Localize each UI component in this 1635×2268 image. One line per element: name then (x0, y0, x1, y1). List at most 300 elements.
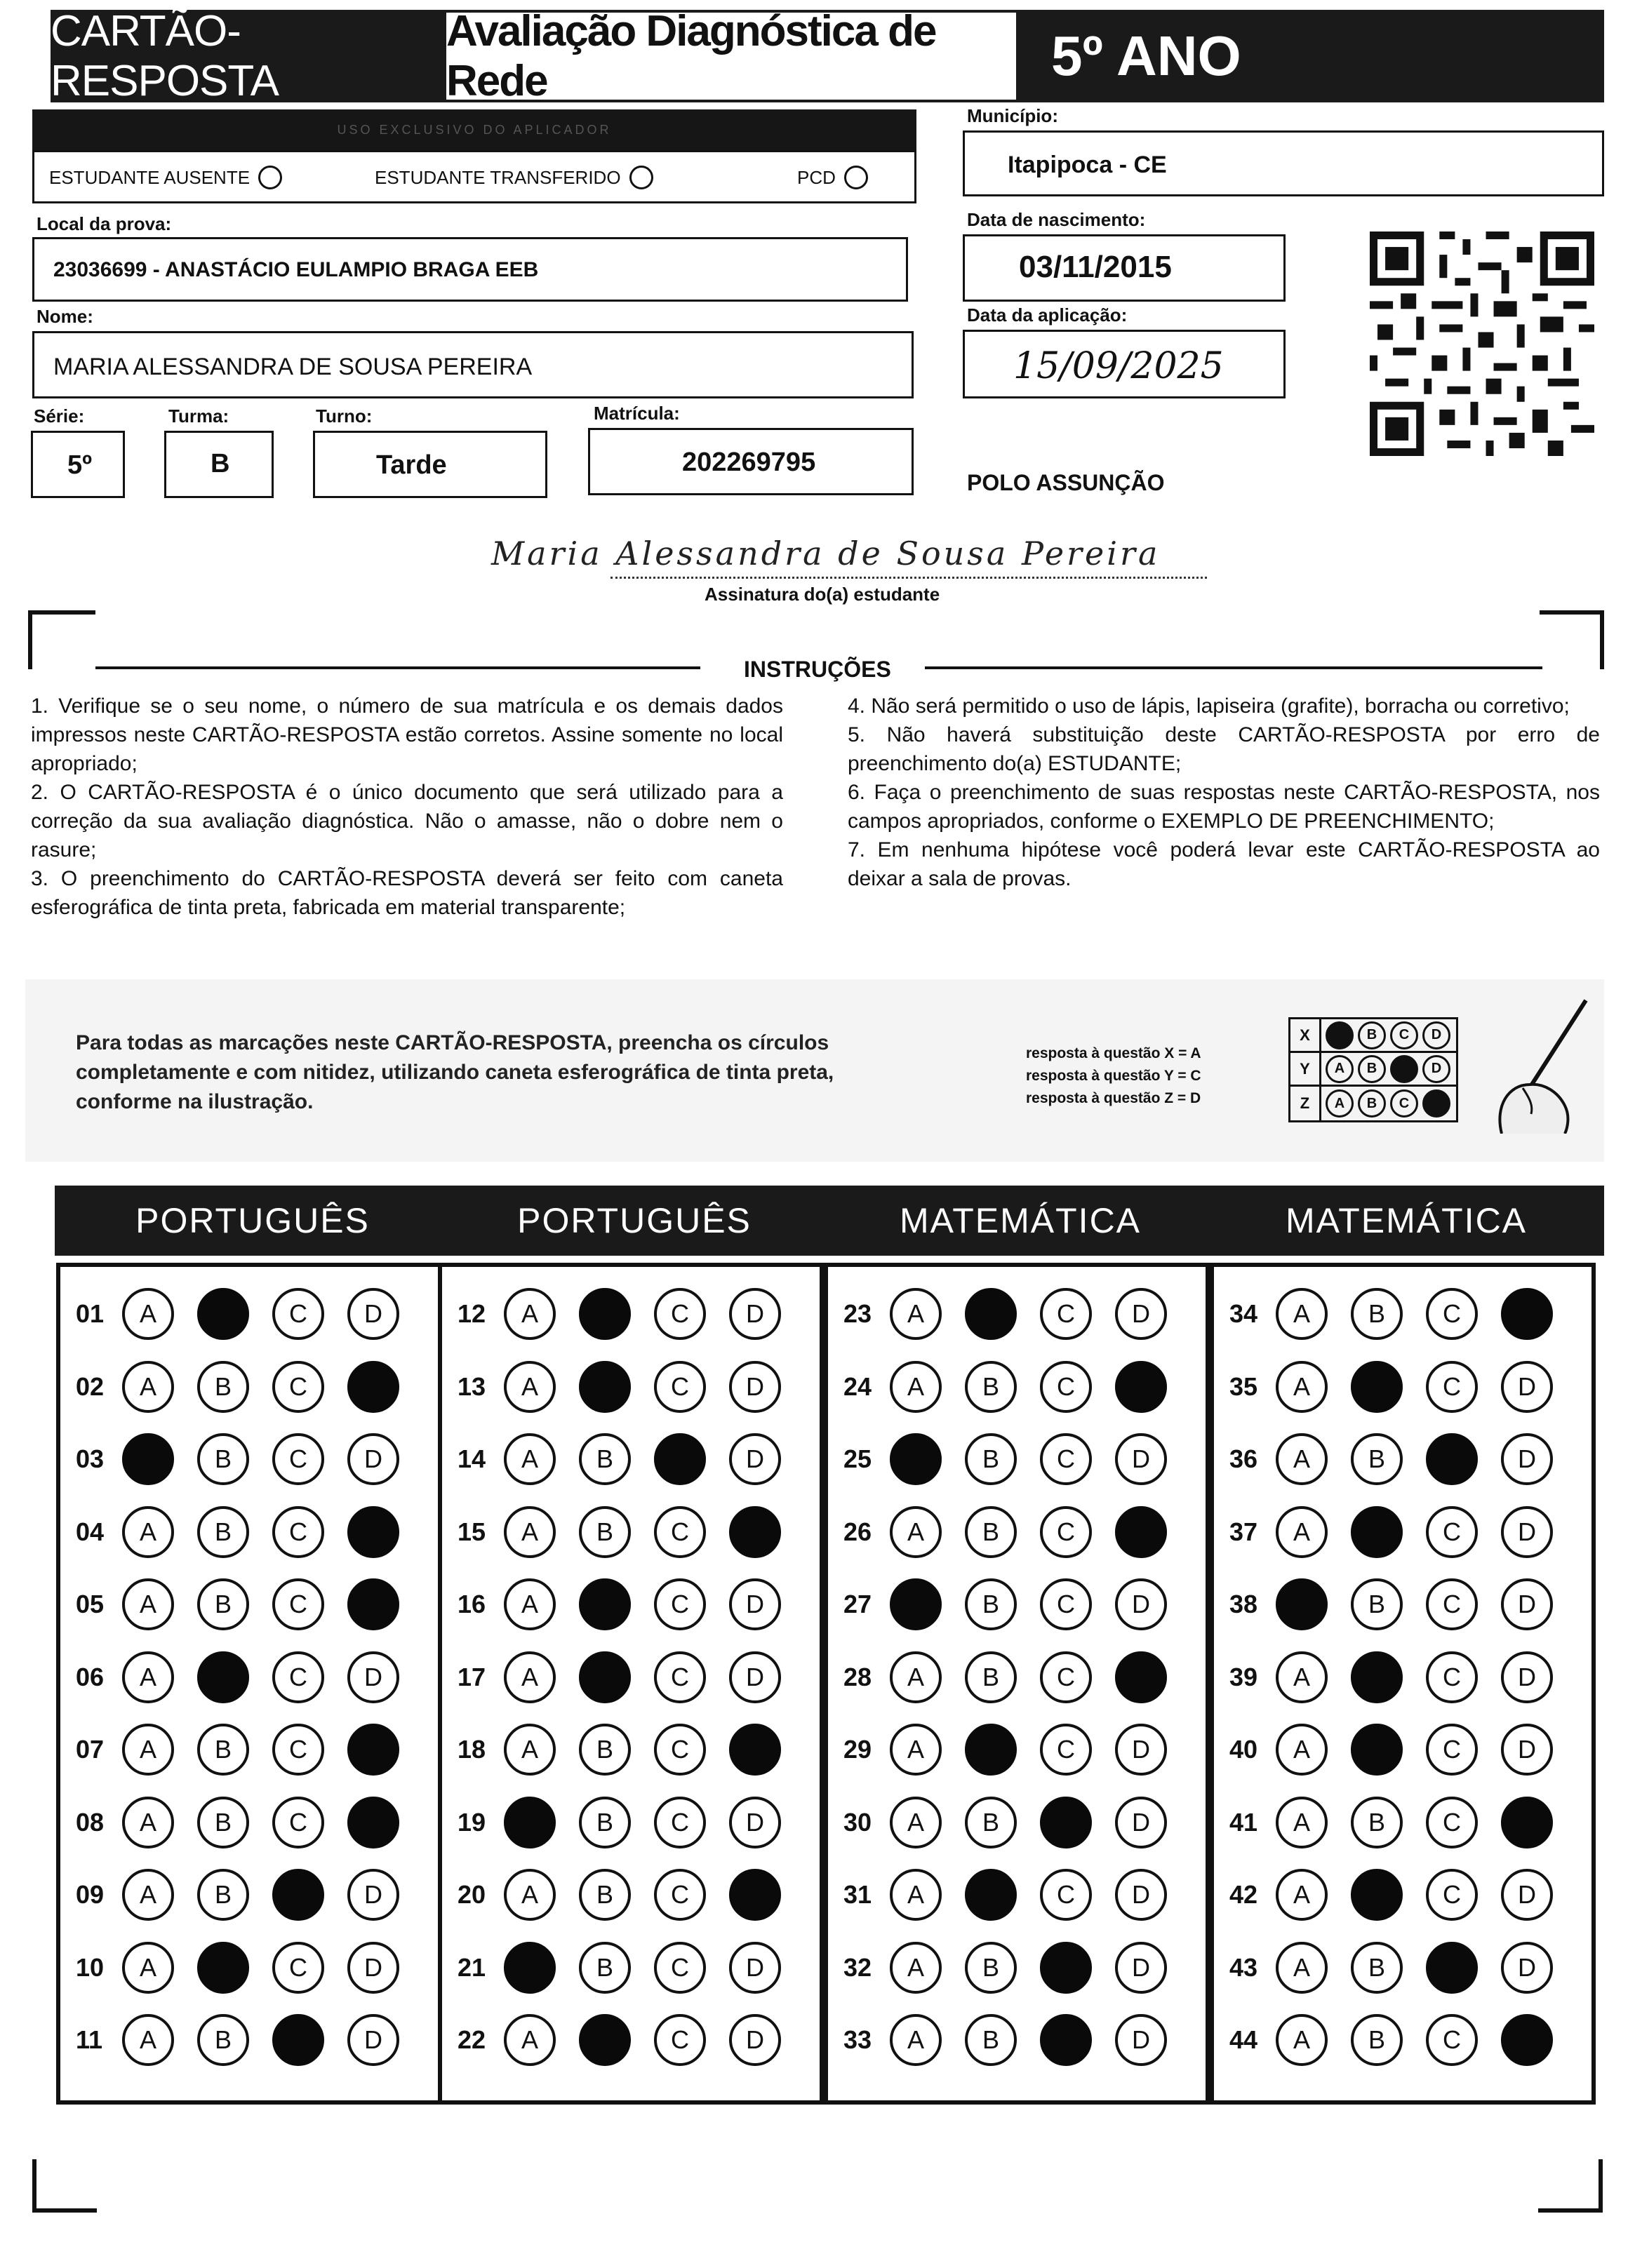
answer-bubble-c[interactable] (1426, 1942, 1478, 1994)
signature-line (610, 577, 1207, 579)
serie-value: 5º (67, 450, 93, 480)
corner-bl-v (32, 2159, 36, 2213)
answer-bubble-d[interactable]: D (347, 1942, 399, 1994)
answer-bubble-a[interactable] (890, 1433, 942, 1485)
answer-bubble-d[interactable] (347, 1506, 399, 1558)
answer-bubble-a[interactable]: A (1276, 1651, 1328, 1703)
answer-bubble-a[interactable]: A (890, 1506, 942, 1558)
answer-bubble-b[interactable]: B (197, 1506, 249, 1558)
answer-bubble-c[interactable]: C (272, 1288, 324, 1340)
question-number: 40 (1229, 1735, 1258, 1764)
answer-bubble-b[interactable] (1351, 1361, 1403, 1413)
nome-label: Nome: (36, 306, 93, 327)
answer-bubble-d[interactable]: D (729, 1288, 781, 1340)
example-bubble: B (1358, 1055, 1386, 1083)
answer-bubble-b[interactable]: B (197, 1724, 249, 1776)
question-number: 01 (76, 1299, 105, 1328)
example-bubble: D (1422, 1055, 1450, 1083)
question-number: 37 (1229, 1517, 1258, 1546)
instruction-6: 6. Faça o preenchimento de suas respostas neste CARTÃO-RESPOSTA, nos campos apropriados, conforme o EXEMPLO DE PREENCHIMENTO; (848, 781, 1600, 833)
answer-bubble-a[interactable]: A (504, 1288, 556, 1340)
answer-bubble-d[interactable]: D (1115, 1942, 1167, 1994)
answer-bubble-d[interactable] (1501, 2014, 1553, 2066)
answer-bubble-d[interactable]: D (347, 2014, 399, 2066)
question-number: 32 (843, 1952, 872, 1982)
answer-bubble-c[interactable]: C (1426, 1361, 1478, 1413)
answer-bubble-a[interactable]: A (122, 1361, 174, 1413)
answer-bubble-d[interactable]: D (1115, 2014, 1167, 2066)
question-number: 07 (76, 1735, 105, 1764)
question-row (1229, 1942, 1576, 1994)
answer-bubble-b[interactable]: B (579, 1724, 631, 1776)
question-number: 21 (458, 1952, 486, 1982)
example-bubble: B (1358, 1021, 1386, 1049)
answer-bubble-c[interactable]: C (1426, 1578, 1478, 1630)
section-header: PORTUGUÊS (436, 1186, 832, 1256)
answer-bubble-a[interactable]: A (890, 1869, 942, 1921)
question-number: 19 (458, 1807, 486, 1837)
answer-bubble-b[interactable]: B (965, 1942, 1017, 1994)
local-value: 23036699 - ANASTÁCIO EULAMPIO BRAGA EEB (53, 258, 539, 281)
instruction-3: 3. O preenchimento do CARTÃO-RESPOSTA deverá ser feito com caneta esferográfica de tinta preta, fabricada em material transparente; (31, 867, 783, 919)
question-row (458, 1288, 804, 1340)
answer-bubble-c[interactable]: C (654, 1942, 706, 1994)
answer-bubble-b[interactable]: B (965, 1506, 1017, 1558)
answer-bubble-b[interactable]: B (1351, 1578, 1403, 1630)
answer-bubble-b[interactable]: B (197, 1797, 249, 1848)
question-number: 09 (76, 1880, 105, 1909)
answer-bubble-d[interactable]: D (1115, 1869, 1167, 1921)
aplicacao-value: 15/09/2025 (1013, 345, 1224, 387)
question-row (1229, 1361, 1576, 1413)
answer-bubble-c[interactable] (1040, 1942, 1092, 1994)
answer-bubble-a[interactable]: A (122, 1724, 174, 1776)
example-legend-z: resposta à questão Z = D (1026, 1090, 1201, 1106)
grade-title: 5º ANO (1019, 10, 1604, 102)
answer-bubble-a[interactable]: A (122, 1942, 174, 1994)
answer-bubble-d[interactable] (347, 1797, 399, 1848)
answer-bubble-b[interactable] (197, 1288, 249, 1340)
answer-bubble-b[interactable]: B (579, 1506, 631, 1558)
answer-bubble-d[interactable] (1115, 1361, 1167, 1413)
question-row (843, 1651, 1190, 1703)
answer-bubble-a[interactable]: A (504, 2014, 556, 2066)
question-number: 22 (458, 2025, 486, 2054)
answer-bubble-d[interactable] (1501, 1797, 1553, 1848)
answer-bubble-a[interactable]: A (122, 1797, 174, 1848)
answer-bubble-a[interactable]: A (504, 1506, 556, 1558)
answer-bubble-c[interactable]: C (654, 1578, 706, 1630)
question-number: 15 (458, 1517, 486, 1546)
answer-bubble-b[interactable]: B (1351, 2014, 1403, 2066)
answer-bubble-a[interactable]: A (890, 1651, 942, 1703)
example-bubble: C (1390, 1021, 1418, 1049)
example-bubble: B (1358, 1089, 1386, 1118)
answer-bubble-c[interactable]: C (272, 1433, 324, 1485)
answer-bubble-a[interactable]: A (504, 1724, 556, 1776)
answer-bubble-b[interactable] (579, 2014, 631, 2066)
answer-bubble-a[interactable]: A (122, 1651, 174, 1703)
answer-bubble-c[interactable]: C (272, 1361, 324, 1413)
turno-label: Turno: (316, 405, 373, 427)
answer-bubble-b[interactable]: B (197, 1433, 249, 1485)
question-row (843, 1506, 1190, 1558)
example-legend-y: resposta à questão Y = C (1026, 1068, 1201, 1084)
question-row (458, 1869, 804, 1921)
question-row (458, 1942, 804, 1994)
question-row (76, 2014, 422, 2066)
absent-label: ESTUDANTE AUSENTE (49, 166, 251, 188)
example-row (1290, 1053, 1456, 1087)
answer-bubble-d[interactable]: D (347, 1288, 399, 1340)
answer-bubble-c[interactable]: C (654, 1651, 706, 1703)
corner-br-h (1538, 2208, 1603, 2213)
example-bubble: D (1422, 1021, 1450, 1049)
answer-bubble-d[interactable]: D (1501, 1506, 1553, 1558)
question-row (458, 1506, 804, 1558)
question-number: 38 (1229, 1590, 1258, 1618)
answer-bubble-a[interactable]: A (504, 1433, 556, 1485)
question-number: 08 (76, 1807, 105, 1837)
question-number: 05 (76, 1590, 105, 1618)
answer-bubble-b[interactable]: B (965, 1578, 1017, 1630)
answer-bubble-d[interactable]: D (1501, 1651, 1553, 1703)
section-header: MATEMÁTICA (1208, 1186, 1604, 1256)
answer-bubble-c[interactable] (272, 2014, 324, 2066)
answer-bubble-d[interactable]: D (729, 1433, 781, 1485)
answer-bubble-d[interactable] (1115, 1506, 1167, 1558)
answer-bubble-a[interactable] (890, 1578, 942, 1630)
corner-tr-v (1600, 610, 1604, 669)
answer-bubble-b[interactable] (1351, 1869, 1403, 1921)
answer-bubble-d[interactable]: D (1501, 1724, 1553, 1776)
answer-bubble-a[interactable]: A (1276, 1724, 1328, 1776)
answer-bubble-a[interactable]: A (890, 1288, 942, 1340)
absent-option[interactable] (49, 166, 282, 189)
answer-bubble-d[interactable]: D (347, 1869, 399, 1921)
question-number: 42 (1229, 1880, 1258, 1909)
answer-bubble-d[interactable]: D (729, 2014, 781, 2066)
answer-bubble-a[interactable]: A (504, 1869, 556, 1921)
example-bubble: A (1326, 1055, 1354, 1083)
answer-bubble-a[interactable]: A (1276, 1942, 1328, 1994)
question-number: 13 (458, 1371, 486, 1401)
answer-bubble-a[interactable]: A (1276, 1797, 1328, 1848)
absent-circle[interactable] (258, 166, 282, 189)
answer-bubble-c[interactable]: C (654, 1869, 706, 1921)
corner-br-v (1599, 2159, 1603, 2213)
question-row (843, 2014, 1190, 2066)
answer-bubble-b[interactable] (1351, 1724, 1403, 1776)
answer-bubble-c[interactable]: C (272, 1651, 324, 1703)
answer-bubble-c[interactable]: C (654, 2014, 706, 2066)
answer-bubble-d[interactable]: D (729, 1651, 781, 1703)
instruction-2: 2. O CARTÃO-RESPOSTA é o único documento que será utilizado para a correção da sua avaliação diagnóstica. Não o amasse, não o dobre nem o rasure; (31, 781, 783, 861)
answer-bubble-c[interactable]: C (1040, 1724, 1092, 1776)
answer-bubble-a[interactable]: A (890, 2014, 942, 2066)
signature-label: Assinatura do(a) estudante (705, 584, 940, 605)
question-row (1229, 1869, 1576, 1921)
answer-bubble-c[interactable] (1040, 2014, 1092, 2066)
answer-bubble-d[interactable]: D (1501, 1869, 1553, 1921)
answer-bubble-c[interactable]: C (1040, 1288, 1092, 1340)
answer-bubble-d[interactable] (729, 1724, 781, 1776)
example-question-label: X (1290, 1019, 1321, 1051)
answer-bubble-c[interactable]: C (1426, 1724, 1478, 1776)
answer-bubble-d[interactable]: D (1501, 1433, 1553, 1485)
nascimento-label: Data de nascimento: (967, 209, 1146, 230)
answer-bubble-c[interactable]: C (272, 1942, 324, 1994)
answer-bubble-a[interactable]: A (890, 1797, 942, 1848)
answer-bubble-d[interactable] (347, 1361, 399, 1413)
answer-bubble-d[interactable]: D (1501, 1942, 1553, 1994)
example-table (1288, 1017, 1458, 1122)
answer-bubble-d[interactable]: D (729, 1942, 781, 1994)
section-header: PORTUGUÊS (55, 1186, 451, 1256)
answer-bubble-b[interactable]: B (579, 1797, 631, 1848)
answer-bubble-b[interactable]: B (579, 1869, 631, 1921)
answer-bubble-b[interactable]: B (197, 1869, 249, 1921)
corner-tl-h (28, 610, 95, 615)
question-row (76, 1797, 422, 1848)
question-number: 25 (843, 1444, 872, 1473)
question-row (1229, 1724, 1576, 1776)
answer-bubble-b[interactable] (965, 1724, 1017, 1776)
answer-bubble-c[interactable]: C (654, 1506, 706, 1558)
answer-bubble-c[interactable]: C (1040, 1506, 1092, 1558)
answer-bubble-b[interactable]: B (965, 1433, 1017, 1485)
answer-bubble-c[interactable]: C (654, 1288, 706, 1340)
question-row (1229, 1797, 1576, 1848)
answer-bubble-c[interactable]: C (654, 1361, 706, 1413)
answer-bubble-a[interactable]: A (122, 2014, 174, 2066)
answer-bubble-b[interactable]: B (1351, 1797, 1403, 1848)
aplicacao-label: Data da aplicação: (967, 304, 1128, 326)
section-header: MATEMÁTICA (822, 1186, 1218, 1256)
turma-label: Turma: (168, 405, 229, 427)
question-number: 31 (843, 1880, 872, 1909)
answer-bubble-a[interactable]: A (890, 1942, 942, 1994)
answer-bubble-b[interactable]: B (965, 2014, 1017, 2066)
answer-bubble-a[interactable]: A (122, 1578, 174, 1630)
answer-bubble-c[interactable]: C (1040, 1869, 1092, 1921)
question-number: 18 (458, 1735, 486, 1764)
answer-bubble-b[interactable]: B (965, 1651, 1017, 1703)
answer-bubble-a[interactable]: A (504, 1578, 556, 1630)
answer-bubble-c[interactable] (654, 1433, 706, 1485)
transferred-circle[interactable] (629, 166, 653, 189)
question-number: 35 (1229, 1371, 1258, 1401)
answer-bubble-b[interactable]: B (197, 1361, 249, 1413)
answer-bubble-d[interactable]: D (1501, 1578, 1553, 1630)
answer-bubble-a[interactable]: A (122, 1506, 174, 1558)
answer-bubble-b[interactable] (965, 1288, 1017, 1340)
answer-bubble-c[interactable]: C (1426, 2014, 1478, 2066)
signature: Maria Alessandra de Sousa Pereira (491, 535, 1161, 572)
matricula-label: Matrícula: (594, 403, 680, 424)
answer-bubble-b[interactable]: B (1351, 1433, 1403, 1485)
answer-bubble-b[interactable] (197, 1942, 249, 1994)
answer-bubble-a[interactable] (504, 1797, 556, 1848)
question-number: 14 (458, 1444, 486, 1473)
answer-bubble-a[interactable]: A (504, 1361, 556, 1413)
question-number: 02 (76, 1371, 105, 1401)
question-row (458, 1578, 804, 1630)
answer-bubble-a[interactable] (122, 1433, 174, 1485)
serie-label: Série: (34, 405, 85, 427)
fill-example-text: Para todas as marcações neste CARTÃO-RESPOSTA, preencha os círculos completamente e com nitidez, utilizando caneta esferográfica de tinta preta, conforme na ilustração. (76, 1031, 834, 1113)
answer-bubble-c[interactable] (272, 1869, 324, 1921)
answer-bubble-b[interactable] (197, 1651, 249, 1703)
turno-value: Tarde (376, 450, 447, 480)
answer-bubble-a[interactable] (504, 1942, 556, 1994)
transferred-option[interactable] (375, 166, 653, 189)
answer-bubble-a[interactable]: A (1276, 1869, 1328, 1921)
corner-bl-h (32, 2208, 97, 2213)
answer-bubble-d[interactable]: D (1115, 1578, 1167, 1630)
answer-bubble-b[interactable] (579, 1288, 631, 1340)
answer-bubble-b[interactable] (965, 1869, 1017, 1921)
question-number: 28 (843, 1662, 872, 1691)
question-row (1229, 1506, 1576, 1558)
instructions-title: INSTRUÇÕES (744, 657, 891, 682)
corner-tl-v (28, 610, 32, 669)
matricula-value: 202269795 (682, 448, 816, 477)
answer-bubble-b[interactable]: B (197, 1578, 249, 1630)
answer-bubble-c[interactable]: C (654, 1797, 706, 1848)
answer-bubble-d[interactable]: D (347, 1433, 399, 1485)
answer-bubble-a[interactable]: A (504, 1651, 556, 1703)
answer-bubble-a[interactable]: A (890, 1724, 942, 1776)
answer-bubble-b[interactable] (579, 1578, 631, 1630)
example-bubble (1422, 1089, 1450, 1118)
question-row (458, 1433, 804, 1485)
question-row (1229, 1651, 1576, 1703)
answer-bubble-d[interactable] (347, 1578, 399, 1630)
instruction-7: 7. Em nenhuma hipótese você poderá levar este CARTÃO-RESPOSTA ao deixar a sala de provas. (848, 838, 1600, 890)
answer-bubble-d[interactable]: D (729, 1578, 781, 1630)
answer-bubble-c[interactable]: C (1040, 1433, 1092, 1485)
question-number: 17 (458, 1662, 486, 1691)
instructions-right (848, 692, 1600, 893)
answer-bubble-c[interactable]: C (1040, 1651, 1092, 1703)
answer-bubble-c[interactable]: C (272, 1797, 324, 1848)
answer-bubble-b[interactable]: B (197, 2014, 249, 2066)
answer-bubble-a[interactable]: A (1276, 1506, 1328, 1558)
answer-bubble-b[interactable] (579, 1651, 631, 1703)
answer-bubble-a[interactable]: A (122, 1288, 174, 1340)
question-row (76, 1361, 422, 1413)
answer-bubble-c[interactable]: C (1426, 1869, 1478, 1921)
answer-bubble-c[interactable]: C (1426, 1651, 1478, 1703)
answer-bubble-c[interactable]: C (1426, 1797, 1478, 1848)
answer-bubble-c[interactable] (1426, 1433, 1478, 1485)
hand-pen-icon (1481, 993, 1600, 1134)
pcd-circle[interactable] (844, 166, 868, 189)
exam-title: Avaliação Diagnóstica de Rede (443, 10, 1019, 102)
answer-bubble-b[interactable]: B (965, 1361, 1017, 1413)
answer-bubble-a[interactable]: A (1276, 1288, 1328, 1340)
question-row (76, 1869, 422, 1921)
answer-bubble-b[interactable]: B (579, 1942, 631, 1994)
question-number: 26 (843, 1517, 872, 1546)
answer-bubble-b[interactable]: B (965, 1797, 1017, 1848)
qr-code (1370, 232, 1594, 456)
answer-bubble-c[interactable]: C (1426, 1288, 1478, 1340)
answer-bubble-d[interactable] (1115, 1651, 1167, 1703)
answer-bubble-a[interactable] (1276, 1578, 1328, 1630)
answer-bubble-c[interactable]: C (654, 1724, 706, 1776)
answer-bubble-b[interactable] (579, 1361, 631, 1413)
question-row (76, 1288, 422, 1340)
question-row (458, 1651, 804, 1703)
question-number: 27 (843, 1590, 872, 1618)
question-number: 03 (76, 1444, 105, 1473)
answer-bubble-a[interactable]: A (890, 1361, 942, 1413)
answer-bubble-d[interactable]: D (1115, 1797, 1167, 1848)
answer-bubble-d[interactable] (347, 1724, 399, 1776)
question-row (843, 1361, 1190, 1413)
answer-bubble-d[interactable] (729, 1869, 781, 1921)
answer-bubble-d[interactable]: D (1501, 1361, 1553, 1413)
answer-bubble-a[interactable]: A (1276, 1433, 1328, 1485)
answer-bubble-d[interactable] (1501, 1288, 1553, 1340)
answer-bubble-b[interactable]: B (1351, 1942, 1403, 1994)
answer-bubble-d[interactable]: D (1115, 1724, 1167, 1776)
question-row (843, 1869, 1190, 1921)
question-row (458, 1797, 804, 1848)
answer-bubble-c[interactable]: C (272, 1506, 324, 1558)
answer-bubble-a[interactable]: A (1276, 2014, 1328, 2066)
instruction-5: 5. Não haverá substituição deste CARTÃO-RESPOSTA por erro de preenchimento do(a) ESTUDANTE; (848, 723, 1600, 775)
answer-bubble-b[interactable]: B (579, 1433, 631, 1485)
answer-bubble-d[interactable] (729, 1506, 781, 1558)
example-question-label: Z (1290, 1087, 1321, 1120)
question-row (76, 1578, 422, 1630)
polo-label: POLO ASSUNÇÃO (967, 470, 1165, 495)
turma-value: B (211, 449, 230, 478)
answer-bubble-d[interactable]: D (729, 1797, 781, 1848)
question-row (76, 1651, 422, 1703)
example-bubble (1326, 1021, 1354, 1049)
applicator-bar: USO EXCLUSIVO DO APLICADOR (32, 109, 916, 150)
answer-bubble-c[interactable]: C (272, 1724, 324, 1776)
answer-bubble-d[interactable]: D (1115, 1288, 1167, 1340)
answer-bubble-c[interactable]: C (272, 1578, 324, 1630)
answer-bubble-c[interactable]: C (1040, 1361, 1092, 1413)
answer-bubble-c[interactable]: C (1426, 1506, 1478, 1558)
answer-bubble-c[interactable]: C (1040, 1578, 1092, 1630)
question-row (843, 1578, 1190, 1630)
answer-bubble-a[interactable]: A (1276, 1361, 1328, 1413)
answer-bubble-d[interactable]: D (729, 1361, 781, 1413)
answer-bubble-c[interactable] (1040, 1797, 1092, 1848)
question-row (843, 1433, 1190, 1485)
municipio-value: Itapipoca - CE (1008, 152, 1167, 178)
answer-bubble-d[interactable]: D (1115, 1433, 1167, 1485)
answer-bubble-b[interactable]: B (1351, 1288, 1403, 1340)
question-number: 04 (76, 1517, 105, 1546)
pcd-option[interactable] (797, 166, 868, 189)
question-row (843, 1942, 1190, 1994)
answer-bubble-b[interactable] (1351, 1651, 1403, 1703)
example-bubble (1390, 1055, 1418, 1083)
answer-bubble-a[interactable]: A (122, 1869, 174, 1921)
instructions-left (31, 692, 783, 922)
answer-bubble-d[interactable]: D (347, 1651, 399, 1703)
question-number: 30 (843, 1807, 872, 1837)
answer-bubble-b[interactable] (1351, 1506, 1403, 1558)
